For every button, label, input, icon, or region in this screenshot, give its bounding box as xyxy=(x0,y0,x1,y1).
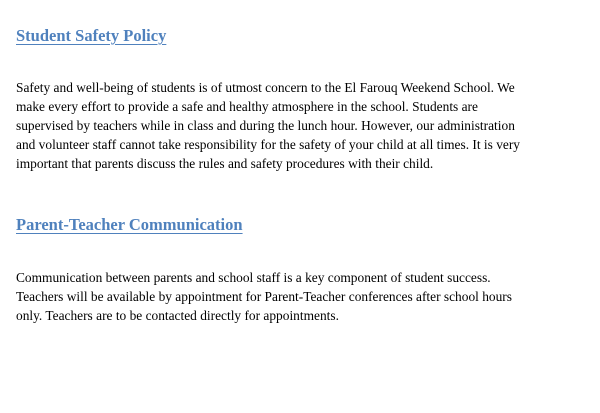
paragraph-line: only. Teachers are to be contacted directly for appointments. xyxy=(16,308,339,323)
paragraph-line: supervised by teachers while in class and during the lunch hour. However, our administration xyxy=(16,118,515,133)
paragraph-parent-teacher-communication xyxy=(16,268,586,325)
paragraph-line: make every effort to provide a safe and healthy atmosphere in the school. Students are xyxy=(16,99,478,114)
paragraph-line: Safety and well-being of students is of utmost concern to the El Farouq Weekend School. We xyxy=(16,80,515,95)
paragraph-line: Communication between parents and school staff is a key component of student success. xyxy=(16,270,491,285)
paragraph-line: and volunteer staff cannot take responsibility for the safety of your child at all times. It is very xyxy=(16,137,520,152)
paragraph-student-safety-policy xyxy=(16,78,586,173)
heading-parent-teacher-communication: Parent-Teacher Communication xyxy=(16,215,243,234)
heading-student-safety-policy: Student Safety Policy xyxy=(16,26,167,45)
paragraph-line: Teachers will be available by appointment for Parent-Teacher conferences after school hours xyxy=(16,289,512,304)
paragraph-line: important that parents discuss the rules and safety procedures with their child. xyxy=(16,156,434,171)
